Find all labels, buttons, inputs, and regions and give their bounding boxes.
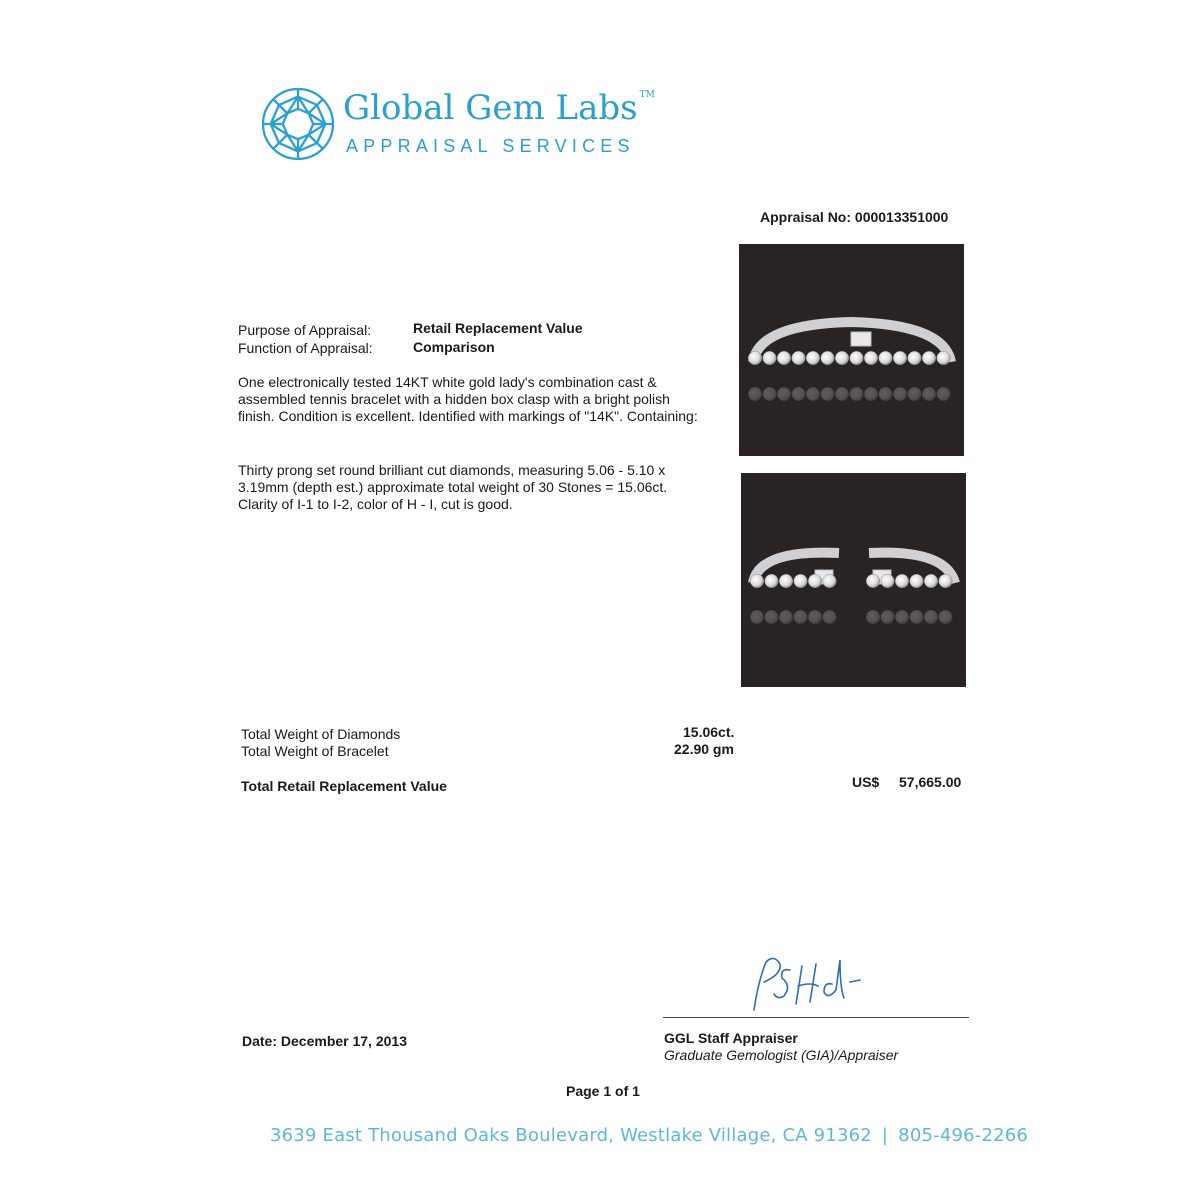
diamond-stone xyxy=(937,351,951,365)
diamond-reflection xyxy=(924,610,938,624)
brand-name xyxy=(343,88,655,128)
diamond-reflection xyxy=(922,387,936,401)
brand-name-text: Global Gem Labs xyxy=(343,88,638,128)
diamond-reflection xyxy=(893,387,907,401)
diamond-weight-value: 15.06ct. xyxy=(683,724,735,740)
retail-value-currency: US$ xyxy=(852,774,880,790)
diamond-reflection xyxy=(750,610,764,624)
diamond-stone xyxy=(881,574,895,588)
bracelet-open-photo xyxy=(741,473,966,687)
bracelet-closed-photo xyxy=(739,244,964,456)
diamond-reflection xyxy=(777,387,791,401)
diamond-reflection xyxy=(939,610,953,624)
diamond-reflection xyxy=(895,610,909,624)
diamond-reflection xyxy=(806,387,820,401)
diamond-reflection xyxy=(808,610,822,624)
bracelet-closed-illustration xyxy=(739,244,964,456)
diamond-stone xyxy=(779,574,793,588)
diamond-stone xyxy=(866,574,880,588)
bracelet-open-illustration xyxy=(741,473,966,687)
diamond-weight-label: Total Weight of Diamonds xyxy=(241,726,401,742)
diamond-reflection xyxy=(937,387,951,401)
stone-description: Thirty prong set round brilliant cut diamonds, measuring 5.06 - 5.10 x 3.19mm (depth est.) approximate total weight of 30 Stones = 15.06ct. Clarity of I-1 to I-2, color of H - I, cut is good. xyxy=(238,462,668,512)
appraisal-date: Date: December 17, 2013 xyxy=(242,1033,407,1049)
diamond-stone xyxy=(748,351,762,365)
diamond-reflection xyxy=(866,610,880,624)
footer-contact xyxy=(270,1125,1028,1146)
diamond-stone xyxy=(792,351,806,365)
diamond-reflection xyxy=(850,387,864,401)
diamond-stone xyxy=(864,351,878,365)
footer-address: 3639 East Thousand Oaks Boulevard, Westlake Village, CA 91362 xyxy=(270,1125,872,1146)
diamond-reflection xyxy=(908,387,922,401)
diamond-reflection xyxy=(821,387,835,401)
diamond-stone xyxy=(808,574,822,588)
diamond-stone xyxy=(922,351,936,365)
footer-phone: 805-496-2266 xyxy=(898,1125,1029,1146)
diamond-stone xyxy=(924,574,938,588)
diamond-stone xyxy=(763,351,777,365)
diamond-stone xyxy=(823,574,837,588)
diamond-reflection xyxy=(748,387,762,401)
diamond-stone xyxy=(821,351,835,365)
brand-subtitle: APPRAISAL SERVICES xyxy=(346,136,635,156)
diamond-stone xyxy=(835,351,849,365)
function-value: Comparison xyxy=(413,339,495,355)
diamond-reflection xyxy=(765,610,779,624)
purpose-value: Retail Replacement Value xyxy=(413,320,583,336)
page-number: Page 1 of 1 xyxy=(566,1083,640,1099)
signature-line xyxy=(663,1017,969,1018)
diamond-reflection xyxy=(835,387,849,401)
footer-separator: | xyxy=(881,1125,889,1146)
diamond-reflection xyxy=(792,387,806,401)
appraisal-number: Appraisal No: 000013351000 xyxy=(760,209,949,225)
diamond-stone xyxy=(850,351,864,365)
diamond-reflection xyxy=(910,610,924,624)
diamond-stone xyxy=(895,574,909,588)
diamond-reflection xyxy=(879,387,893,401)
diamond-reflection xyxy=(864,387,878,401)
diamond-outline-icon xyxy=(260,86,336,162)
diamond-stone xyxy=(794,574,808,588)
trademark-mark: TM xyxy=(639,90,655,100)
bracelet-weight-value: 22.90 gm xyxy=(674,741,734,757)
diamond-stone xyxy=(777,351,791,365)
diamond-stone xyxy=(765,574,779,588)
appraiser-signature xyxy=(740,952,870,1012)
purpose-label: Purpose of Appraisal: xyxy=(238,322,372,338)
bracelet-weight-label: Total Weight of Bracelet xyxy=(241,743,389,759)
function-label: Function of Appraisal: xyxy=(238,340,373,356)
diamond-reflection xyxy=(794,610,808,624)
diamond-stone xyxy=(806,351,820,365)
diamond-stone xyxy=(910,574,924,588)
diamond-reflection xyxy=(881,610,895,624)
diamond-stone xyxy=(750,574,764,588)
item-description: One electronically tested 14KT white gold lady's combination cast & assembled tennis bracelet with a hidden box clasp with a bright polish finish. Condition is excellent. Identified with markings of "14K". Containing: xyxy=(238,374,698,424)
diamond-stone xyxy=(908,351,922,365)
diamond-stone xyxy=(893,351,907,365)
appraiser-title: Graduate Gemologist (GIA)/Appraiser xyxy=(664,1047,899,1063)
diamond-reflection xyxy=(823,610,837,624)
diamond-stone xyxy=(939,574,953,588)
appraiser-name: GGL Staff Appraiser xyxy=(664,1030,798,1046)
retail-value-amount: 57,665.00 xyxy=(899,774,962,790)
diamond-reflection xyxy=(779,610,793,624)
retail-value-label: Total Retail Replacement Value xyxy=(241,778,447,794)
diamond-stone xyxy=(879,351,893,365)
diamond-reflection xyxy=(763,387,777,401)
